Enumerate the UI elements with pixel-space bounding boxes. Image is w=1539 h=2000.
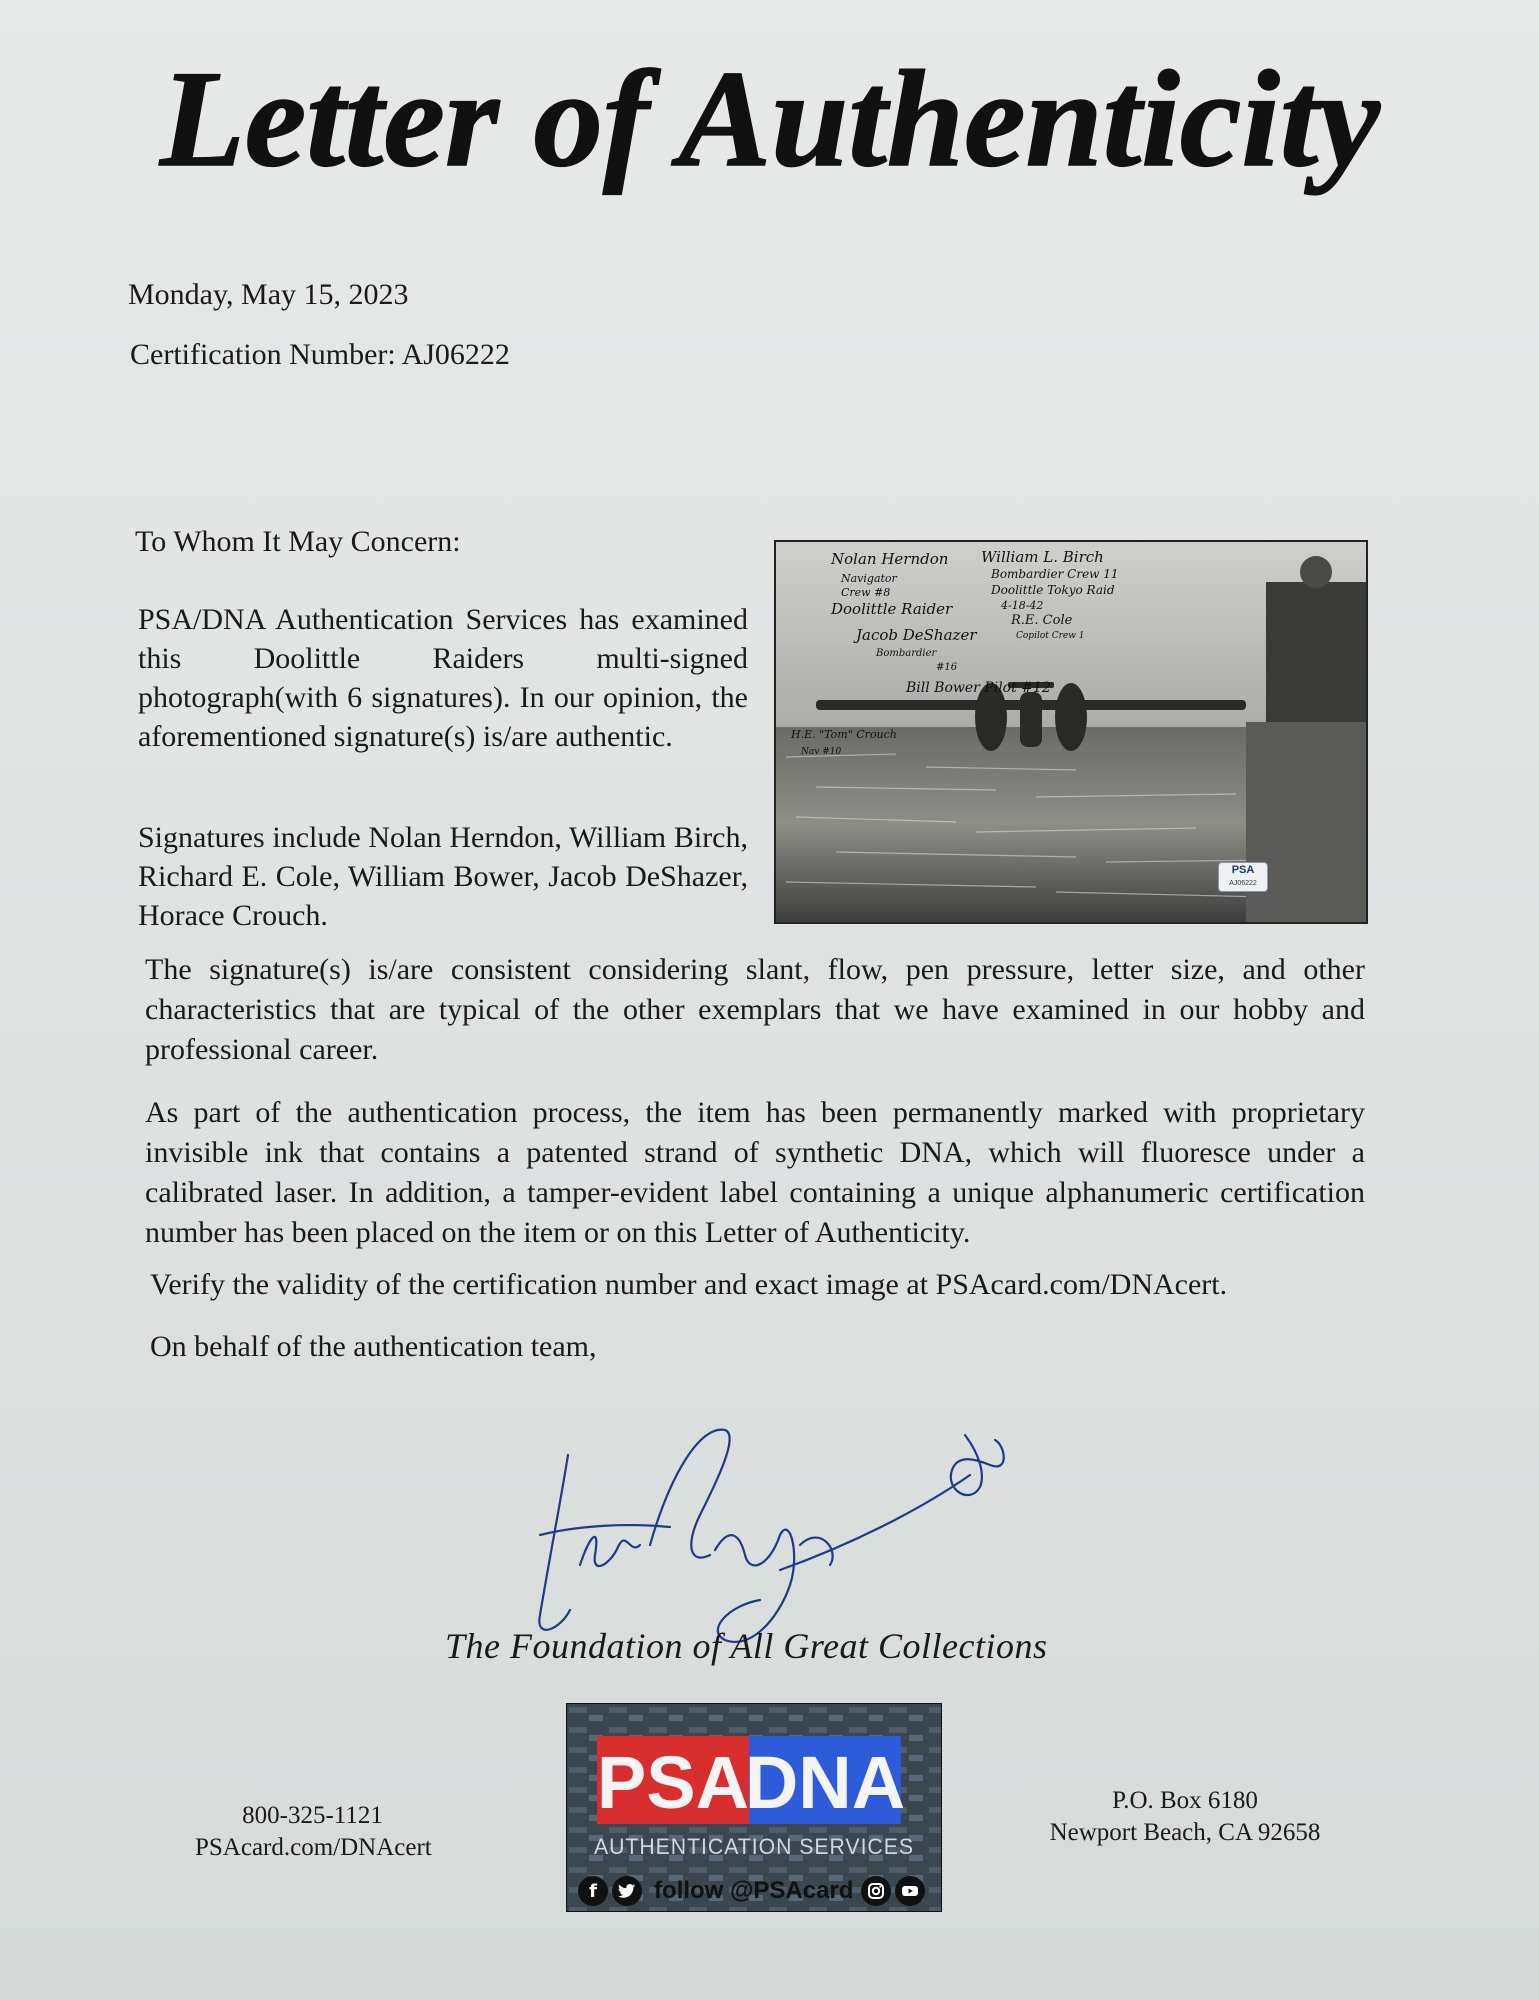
instagram-icon[interactable]	[861, 1876, 891, 1906]
inscription-herndon: Nolan Herndon	[831, 550, 949, 568]
inscription-crouch-role: Nav #10	[801, 747, 842, 757]
examined-paragraph: PSA/DNA Authentication Services has examined this Doolittle Raiders multi-signed photograph(with 6 signatures). In our opinion, the aforementioned signature(s) is/are authentic.	[138, 603, 748, 753]
inscription-bower: Bill Bower Pilot #12	[906, 680, 1051, 696]
signed-photograph	[774, 540, 1368, 924]
youtube-icon[interactable]	[895, 1876, 925, 1906]
consistency-paragraph: The signature(s) is/are consistent considering slant, flow, pen pressure, letter size, and other characteristics that are typical of the other exemplars that we have examined in our hobby and professional career.	[145, 953, 1365, 1066]
tagline: The Foundation of All Great Collections	[445, 1626, 1048, 1666]
city-address: Newport Beach, CA 92658	[1049, 1819, 1321, 1846]
inscription-cole-role: Copilot Crew 1	[1016, 631, 1085, 641]
inscription-crouch: H.E. "Tom" Crouch	[791, 728, 897, 741]
contact-right	[1045, 1785, 1325, 1849]
title-text: Letter of Authenticity	[157, 42, 1381, 195]
phone-number: 800-325-1121	[242, 1802, 383, 1829]
website-link[interactable]: PSAcard.com/DNAcert	[195, 1834, 432, 1861]
contact-left	[195, 1800, 430, 1864]
inscription-cole: R.E. Cole	[1011, 613, 1073, 628]
authenticator-signature	[500, 1415, 1020, 1655]
follow-handle[interactable]: follow @PSAcard	[654, 1877, 854, 1904]
twitter-icon[interactable]	[612, 1876, 642, 1906]
po-box: P.O. Box 6180	[1112, 1787, 1258, 1814]
logo-dna-text: DNA	[744, 1741, 906, 1824]
inscription-birch-date: 4-18-42	[1001, 599, 1044, 612]
process-paragraph: As part of the authentication process, the item has been permanently marked with proprietary invisible ink that contains a patented strand of synthetic DNA, which will fluoresce under a calibrated laser. In addition, a tamper-evident label containing a unique alphanumeric certification number has been placed on the item or on this Letter of Authenticity.	[145, 1096, 1365, 1249]
signatures-paragraph: Signatures include Nolan Herndon, William Birch, Richard E. Cole, William Bower, Jacob DeShazer, Horace Crouch.	[138, 821, 748, 932]
inscription-deshazer-crew: #16	[936, 662, 958, 673]
closing-paragraph: On behalf of the authentication team,	[150, 1330, 597, 1363]
inscription-deshazer-role: Bombardier	[876, 648, 937, 659]
inscription-birch-raid: Doolittle Tokyo Raid	[991, 583, 1115, 597]
photo-sticker-label: PSA	[1231, 864, 1255, 876]
logo-psa-text: PSA	[596, 1741, 750, 1824]
inscription-deshazer: Jacob DeShazer	[856, 626, 977, 644]
letter-date: Monday, May 15, 2023	[128, 278, 409, 311]
certification-number: Certification Number: AJ06222	[130, 338, 510, 371]
logo-subtitle: AUTHENTICATION SERVICES	[594, 1834, 914, 1859]
facebook-icon[interactable]: f	[578, 1876, 608, 1906]
greeting: To Whom It May Concern:	[135, 525, 461, 558]
photo-sticker-number: AJ06222	[1229, 880, 1257, 887]
inscription-herndon-raider: Doolittle Raider	[831, 600, 953, 618]
inscription-herndon-role: Navigator	[841, 572, 897, 585]
inscription-birch: William L. Birch	[981, 548, 1104, 566]
inscription-birch-crew: Bombardier Crew 11	[991, 567, 1119, 581]
verify-paragraph: Verify the validity of the certification number and exact image at PSAcard.com/DNAcert.	[150, 1268, 1228, 1301]
psa-photo-sticker	[1218, 862, 1268, 892]
inscription-herndon-crew: Crew #8	[841, 586, 891, 599]
social-follow-bar	[578, 1871, 929, 1911]
letter-title	[150, 30, 1390, 220]
